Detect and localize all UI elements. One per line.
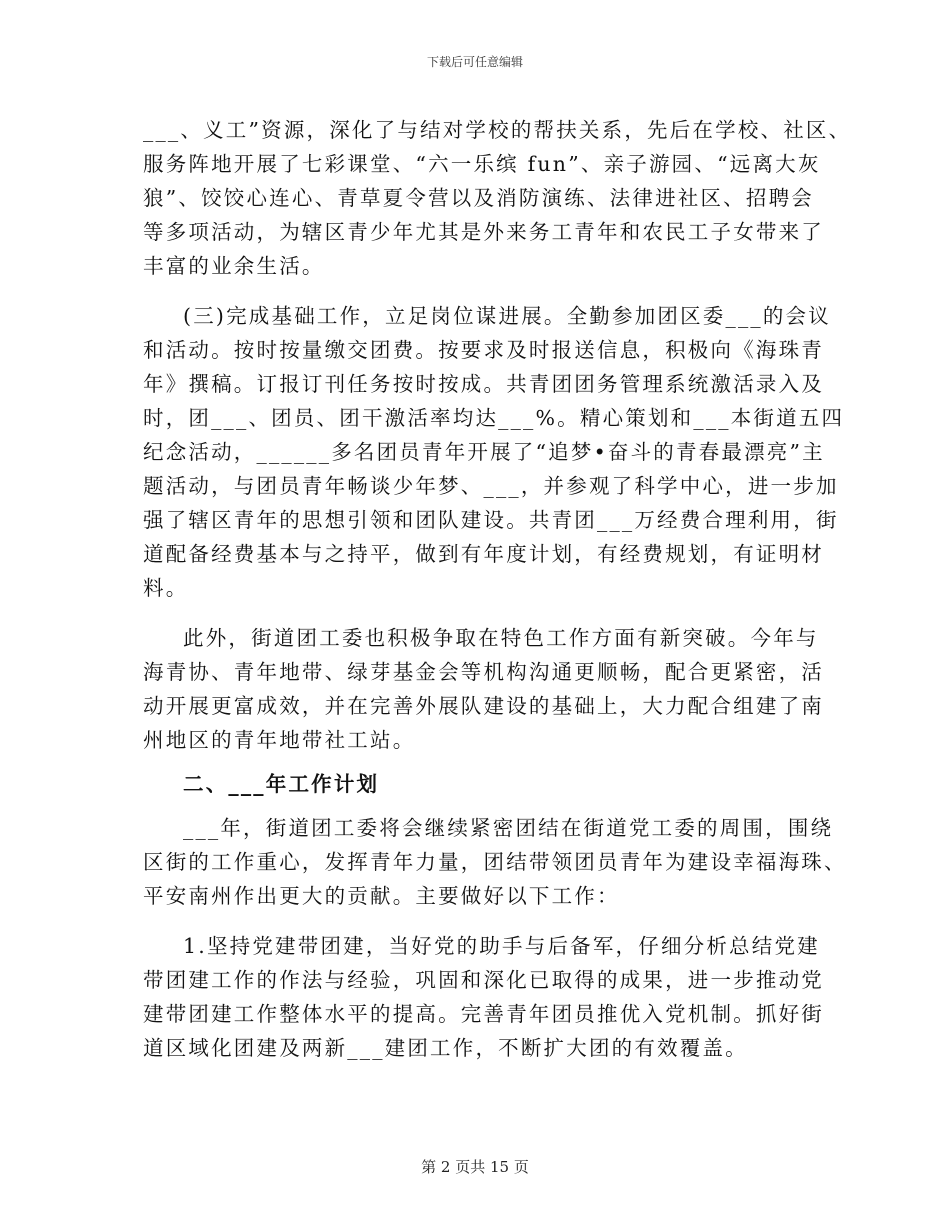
paragraph [143, 811, 847, 913]
text-line: 和活动。按时按量缴交团费。按要求及时报送信息，积极向《海珠青 [143, 338, 824, 362]
text-line: 此外，街道团工委也积极争取在特色工作方面有新突破。今年与 [183, 626, 819, 650]
text-line: (三)完成基础工作，立足岗位谋进展。全勤参加团区委___的会议 [183, 304, 831, 328]
text-line: 服务阵地开展了七彩课堂、“六一乐缤 fun”、亲子游园、“远离大灰 [143, 152, 821, 176]
text-line: 海青协、青年地带、绿芽基金会等机构沟通更顺畅，配合更紧密，活 [143, 660, 824, 684]
text-line: 丰富的业余生活。 [143, 254, 325, 278]
section-heading: 二、___年工作计划 [183, 772, 380, 796]
text-line: 料。 [143, 576, 189, 600]
text-line: 1.坚持党建带团建，当好党的助手与后备军，仔细分析总结党建 [183, 934, 820, 958]
text-line: 纪念活动，______多名团员青年开展了“追梦•奋斗的青春最漂亮”主 [143, 440, 825, 464]
paragraph [143, 929, 823, 1065]
text-line: 狼”、饺饺心连心、青草夏令营以及消防演练、法律进社区、招聘会 [143, 186, 814, 210]
text-line: 强了辖区青年的思想引领和团队建设。共青团___万经费合理利用，街 [143, 508, 839, 532]
page-header-note: 下载后可任意编辑 [426, 55, 523, 69]
paragraph [143, 299, 845, 605]
text-line: 州地区的青年地带社工站。 [143, 728, 416, 752]
paragraph [143, 113, 852, 283]
text-line: 等多项活动，为辖区青少年尤其是外来务工青年和农民工子女带来了 [143, 220, 824, 244]
text-line: 建带团建工作整体水平的提高。完善青年团员推优入党机制。抓好街 [143, 1002, 824, 1026]
text-line: 带团建工作的作法与经验，巩固和深化已取得的成果，进一步推动党 [143, 968, 824, 992]
document-body [143, 113, 852, 1065]
text-line: 年》撰稿。订报订刊任务按时按成。共青团团务管理系统激活录入及 [143, 372, 824, 396]
text-line: 动开展更富成效，并在完善外展队建设的基础上，大力配合组建了南 [143, 694, 824, 718]
text-line: 道区域化团建及两新___建团工作，不断扩大团的有效覆盖。 [143, 1036, 748, 1060]
text-line: 平安南州作出更大的贡献。主要做好以下工作： [143, 884, 620, 908]
text-line: ___、义工”资源，深化了与结对学校的帮扶关系，先后在学校、社区、 [143, 118, 852, 142]
paragraph [143, 621, 823, 757]
text-line: 区街的工作重心，发挥青年力量，团结带领团员青年为建设幸福海珠、 [143, 850, 847, 874]
text-line: 时，团___、团员、团干激活率均达___%。精心策划和___本街道五四 [143, 406, 845, 430]
text-line: 道配备经费基本与之持平，做到有年度计划，有经费规划，有证明材 [143, 542, 824, 566]
text-line: 题活动，与团员青年畅谈少年梦、___，并参观了科学中心，进一步加 [143, 474, 839, 498]
page-number: 第 2 页共 15 页 [421, 1158, 529, 1176]
text-line: ___年，街道团工委将会继续紧密团结在街道党工委的周围，围绕 [183, 816, 834, 840]
